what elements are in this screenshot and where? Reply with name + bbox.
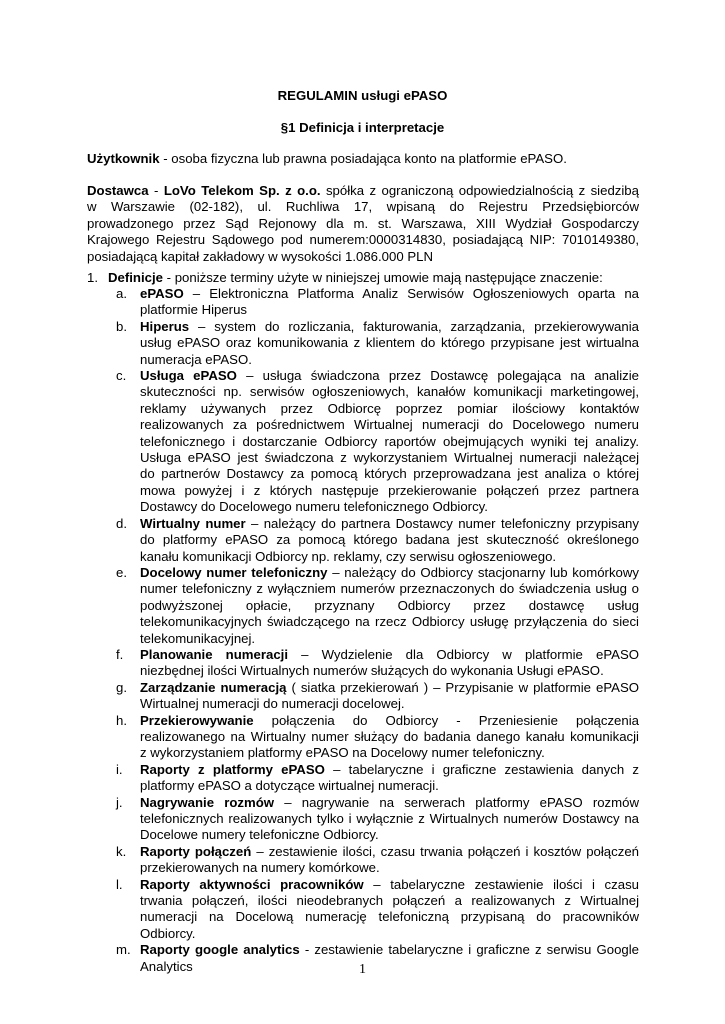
list-item-label: d. — [116, 515, 127, 531]
definition-line: Odbiorcy. — [140, 925, 196, 941]
definition-term: Docelowy numer telefoniczny — [140, 564, 328, 580]
definition-first-line: Planowanie numeracji – Wydzielenie dla Odbiorcy w platformie ePASO — [140, 646, 639, 662]
definition-line: mowa powyżej i z których następuje przekierowanie połączeń przez partnera — [140, 482, 639, 498]
dostawca-line: w Warszawie (02-182), ul. Ruchliwa 17, wpisaną do Rejestru Przedsiębiorców — [87, 199, 639, 215]
definition-term: Raporty połączeń — [140, 843, 252, 859]
definition-first-line: Raporty aktywności pracowników – tabelaryczne zestawienie ilości i czasu — [140, 876, 639, 892]
definition-first-line: Hiperus – system do rozliczania, fakturowania, zarządzania, przekierowywania — [140, 318, 639, 334]
definition-line: podwyższonej opłacie, przyznany Odbiorcy przez dostawcę usług — [140, 597, 639, 613]
definition-line: Docelowe numery telefoniczne Odbiorcy. — [140, 827, 379, 843]
list-item-label: k. — [116, 843, 127, 859]
definition-term: Nagrywanie rozmów — [140, 794, 275, 810]
list-item-label: j. — [116, 794, 123, 810]
definition-line: platformy ePASO a dotyczące wirtualnej numeracji. — [140, 778, 439, 794]
list-item-label: f. — [116, 646, 124, 662]
definition-line: usług ePASO oraz komunikowania z klientem do którego przypisane jest wirtualna — [140, 335, 639, 351]
definition-line: niezbędnej ilości Wirtualnych numerów służących do wykonania Usługi ePASO. — [140, 663, 604, 679]
definition-line: do partnerów Dostawcy za pomocą których przeprowadzana jest analiza o której — [140, 466, 639, 482]
list-item — [0, 368, 725, 516]
definition-uzytkownik — [87, 151, 639, 167]
definitions-heading: Definicje - poniższe terminy użyte w niniejszej umowie mają następujące znaczenie: — [108, 270, 603, 285]
definition-line: telekomunikacyjnych świadczącego na rzecz Odbiorcy usługę przyłączenia do sieci — [140, 614, 639, 630]
list-item — [0, 762, 725, 795]
definition-term: Hiperus — [140, 318, 190, 334]
list-item — [0, 286, 725, 319]
list-item — [0, 319, 725, 368]
definition-line: Analytics — [140, 958, 193, 974]
list-item-label: l. — [116, 876, 123, 892]
definition-line: skuteczności np. serwisów ogłoszeniowych, kanałów komunikacji marketingowej, — [140, 384, 639, 400]
list-item-label: c. — [116, 368, 127, 384]
dostawca-line: Krajowego Rejestru Sądowego pod numerem:0000314830, posiadającą NIP: 7010149380, — [87, 232, 639, 248]
term-dostawca: Dostawca — [87, 183, 149, 198]
definition-line: platformie Hiperus — [140, 302, 248, 318]
section-heading: §1 Definicja i interpretacje — [280, 120, 445, 135]
definition-line: numer telefoniczny z wyłączniem numerów przeznaczonych do świadczenia usług o — [140, 581, 639, 597]
term-uzytkownik: Użytkownik — [87, 151, 160, 166]
list-item — [0, 795, 725, 844]
list-item-label: e. — [116, 564, 127, 580]
definition-term: Raporty z platformy ePASO — [140, 761, 325, 777]
document-title: REGULAMIN usługi ePASO — [277, 88, 448, 103]
definition-first-line: Nagrywanie rozmów – nagrywanie na serwerach platformy ePASO rozmów — [140, 794, 639, 810]
list-item-label: i. — [116, 761, 123, 777]
definition-line: Wirtualnej numeracji do numeracji docelowej. — [140, 696, 405, 712]
definition-term: Usługa ePASO — [140, 368, 237, 384]
definition-term: ePASO — [140, 286, 184, 301]
uzytkownik-text: - osoba fizyczna lub prawna posiadająca konto na platformie ePASO. — [159, 151, 567, 166]
definition-line: trwania połączeń, ilości nieodebranych połączeń a realizowanych z Wirtualnej — [140, 893, 639, 909]
definition-first-line: Wirtualny numer – należący do partnera Dostawcy numer telefoniczny przypisany — [140, 515, 639, 531]
list-item-label: a. — [116, 286, 127, 301]
definition-first-line: Raporty z platformy ePASO – tabelaryczne i graficzne zestawienia danych z — [140, 761, 639, 777]
definition-line: Usługa ePASO jest świadczona z wykorzystaniem Wirtualnej numeracji należącej — [140, 450, 639, 466]
definition-term: Wirtualny numer — [140, 515, 246, 531]
definitions-list — [0, 286, 725, 975]
definition-line: realizowanych za pośrednictwem Wirtualnej numeracji do Docelowego numeru — [140, 417, 639, 433]
definition-line: przekierowanych na numery komórkowe. — [140, 860, 380, 876]
definition-line: numeracji na Docelową numerację telefoniczną przypisaną do pracowników — [140, 909, 639, 925]
page-number: 1 — [359, 962, 366, 977]
definition-first-line: ePASO – Elektroniczna Platforma Analiz Serwisów Ogłoszeniowych oparta na — [140, 286, 639, 301]
definition-term: Planowanie numeracji — [140, 646, 288, 662]
list-item-label: h. — [116, 712, 127, 728]
dostawca-line: prowadzonego przez Sąd Rejonowy dla m. st. Warszawa, XIII Wydział Gospodarczy — [87, 215, 639, 231]
definition-line: telefonicznego i dostarczanie Odbiorcy raportów obejmujących wyniki tej analizy. — [140, 433, 639, 449]
definition-first-line: Raporty połączeń – zestawienie ilości, czasu trwania połączeń i kosztów połączeń — [140, 843, 639, 859]
list-item — [0, 565, 725, 647]
definition-first-line: Usługa ePASO – usługa świadczona przez Dostawcę polegająca na analizie — [140, 368, 639, 384]
definition-dostawca: Dostawca - LoVo Telekom Sp. z o.o. spółka z ograniczoną odpowiedzialnością z siedzibą w Warszawie (02-182), ul. Ruchliwa 17, wpisaną do Rejestru Przedsiębiorców prowadzonego przez Sąd Rejonowy dla m. st. Warszawa, XIII Wydział Gospodarczy Krajowego Rejestru Sądowego pod numerem:0000314830, posiadającą NIP: 7010149380, posiadającą kapitał zakładowy w wysokości 1.086.000 PLN — [87, 183, 639, 264]
definition-first-line: Docelowy numer telefoniczny – należący do Odbiorcy stacjonarny lub komórkowy — [140, 564, 639, 580]
list-item — [0, 713, 725, 762]
definition-line: Dostawcy do Docelowego numeru telefonicznego Odbiorcy. — [140, 499, 488, 515]
definition-term: Zarządzanie numeracją — [140, 679, 287, 695]
definition-term: Raporty aktywności pracowników — [140, 876, 364, 892]
definition-line: numeracja ePASO. — [140, 351, 252, 367]
list-item — [0, 844, 725, 877]
definition-term: Przekierowywanie — [140, 712, 254, 728]
definition-first-line: Zarządzanie numeracją ( siatka przekierowań ) – Przypisanie w platformie ePASO — [140, 679, 639, 695]
definition-line: kanału komunikacji Odbiorcy np. reklamy, czy serwisu ogłoszeniowego. — [140, 548, 557, 564]
definition-line: telefonicznych realizowanych tylko i wyłącznie z Wirtualnych numerów Dostawcy na — [140, 811, 639, 826]
list-item — [0, 877, 725, 943]
dostawca-line: posiadającą kapitał zakładowy w wysokości 1.086.000 PLN — [87, 248, 433, 264]
company-name: LoVo Telekom Sp. z o.o. — [163, 183, 321, 198]
definition-line: z wykorzystaniem platformy ePASO na Docelowy numer telefoniczny. — [140, 745, 545, 761]
list-number: 1. — [87, 270, 98, 285]
definition-line: realizowanego na Wirtualny numer służący do badania danego kanału komunikacji — [140, 728, 639, 744]
definition-first-line: Przekierowywanie połączenia do Odbiorcy - Przeniesienie połączenia — [140, 712, 639, 728]
definition-term: Raporty google analytics — [140, 942, 300, 958]
list-item — [0, 647, 725, 680]
definition-line: reklamy używanych przez Odbiorcę poprzez pomiar ilościowy kontaktów — [140, 400, 639, 416]
definition-line: do platformy ePASO za pomocą którego badana jest skuteczność określonego — [140, 532, 639, 548]
list-item-label: m. — [116, 942, 131, 958]
definition-line: telekomunikacyjnej. — [140, 630, 256, 646]
list-item-label: g. — [116, 679, 127, 695]
list-item-label: b. — [116, 318, 127, 334]
list-item — [0, 516, 725, 565]
list-item — [0, 680, 725, 713]
definition-first-line: Raporty google analytics - zestawienie tabelaryczne i graficzne z serwisu Google — [140, 942, 639, 958]
